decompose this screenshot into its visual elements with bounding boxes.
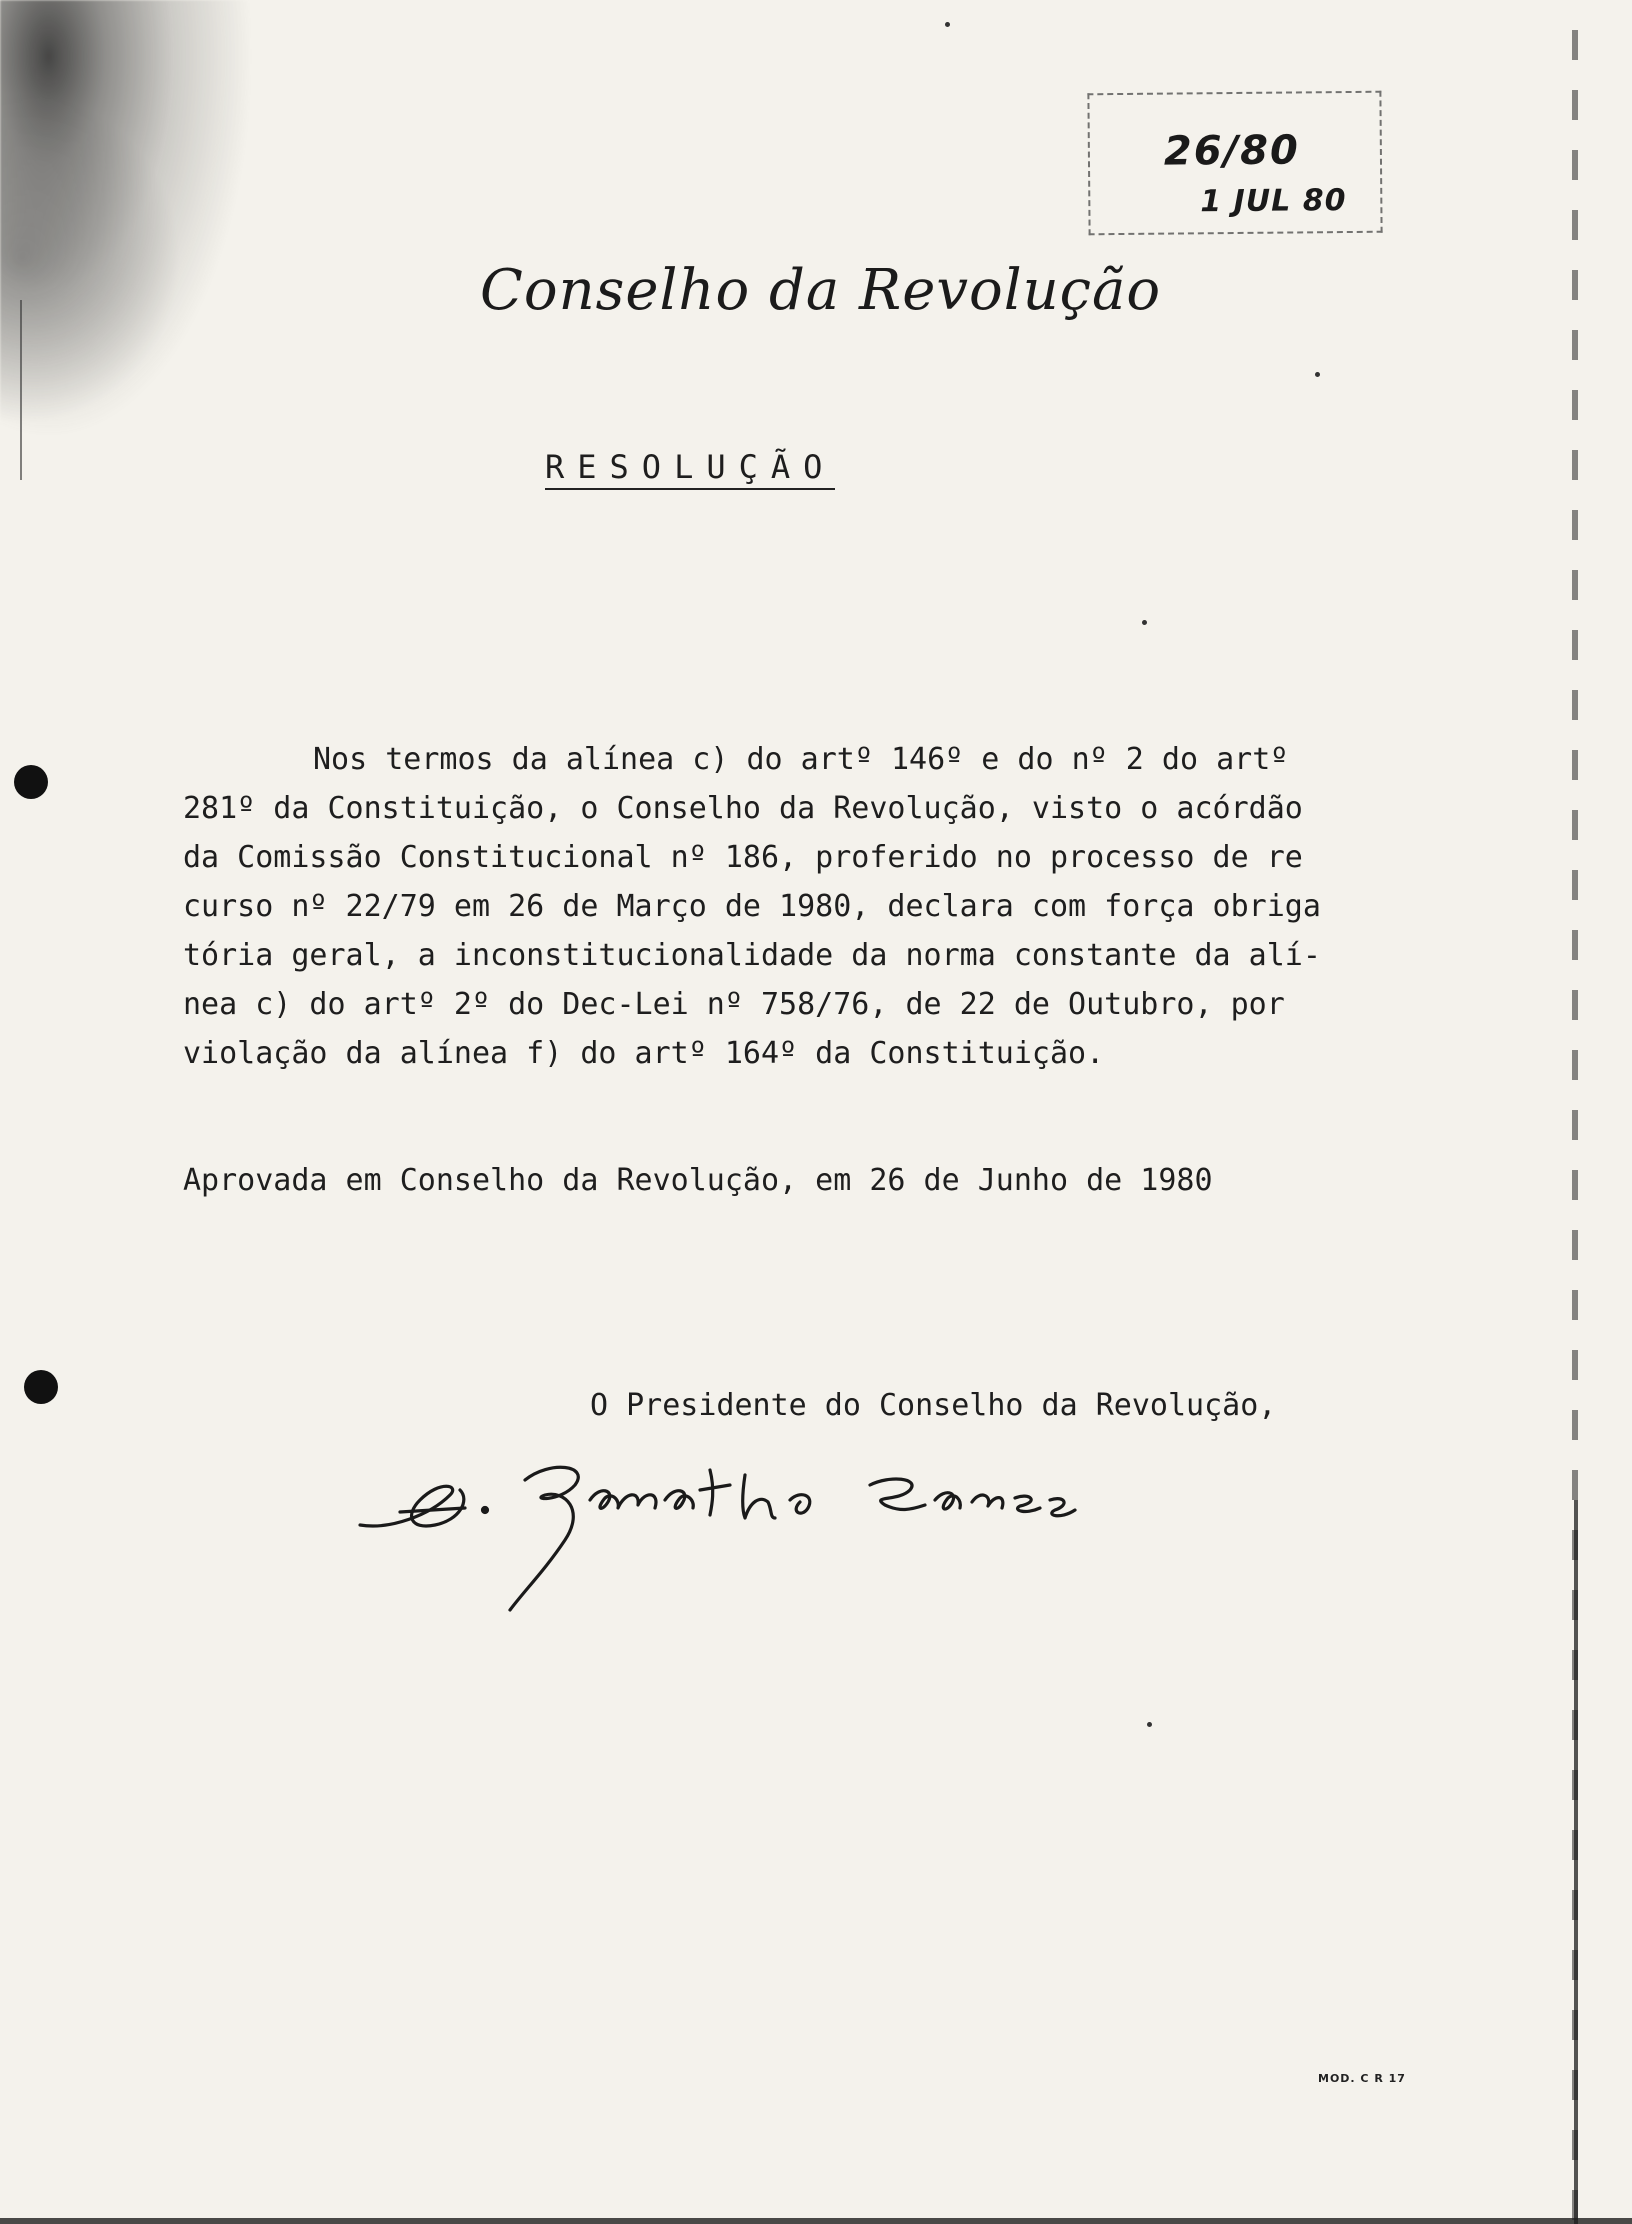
scan-bottom-edge (0, 2218, 1632, 2224)
body-line: curso nº 22/79 em 26 de Março de 1980, declara com força obriga (183, 889, 1321, 924)
scan-speck (1142, 620, 1147, 625)
scan-edge-line (20, 300, 22, 480)
body-line: Nos termos da alínea c) do artº 146º e do nº 2 do artº (313, 742, 1289, 777)
signatory-title: O Presidente do Conselho da Revolução, (590, 1388, 1277, 1423)
scan-speck (1315, 372, 1320, 377)
resolution-body (183, 735, 1408, 1078)
form-code: MOD. C R 17 (1318, 2072, 1406, 2085)
scan-right-edge-dark (1574, 1500, 1578, 2224)
body-line: violação da alínea f) do artº 164º da Constituição. (183, 1036, 1105, 1071)
handwritten-signature (350, 1440, 1250, 1630)
approval-line: Aprovada em Conselho da Revolução, em 26 de Junho de 1980 (183, 1163, 1213, 1198)
stamp-date: 1 JUL 80 (1200, 183, 1347, 220)
body-line: 281º da Constituição, o Conselho da Revolução, visto o acórdão (183, 791, 1303, 826)
letterhead: Conselho da Revolução (480, 258, 1162, 323)
document-title: RESOLUÇÃO (545, 448, 835, 490)
body-line: da Comissão Constitucional nº 186, proferido no processo de re (183, 840, 1303, 875)
punch-hole (24, 1370, 58, 1404)
punch-hole (14, 765, 48, 799)
body-line: tória geral, a inconstitucionalidade da norma constante da alí- (183, 938, 1321, 973)
registration-stamp (1087, 91, 1382, 236)
body-line: nea c) do artº 2º do Dec-Lei nº 758/76, de 22 de Outubro, por (183, 987, 1285, 1022)
stamp-number: 26/80 (1163, 127, 1301, 175)
scan-smudge (0, 0, 270, 470)
scan-speck (1147, 1722, 1152, 1727)
scan-speck (945, 22, 950, 27)
